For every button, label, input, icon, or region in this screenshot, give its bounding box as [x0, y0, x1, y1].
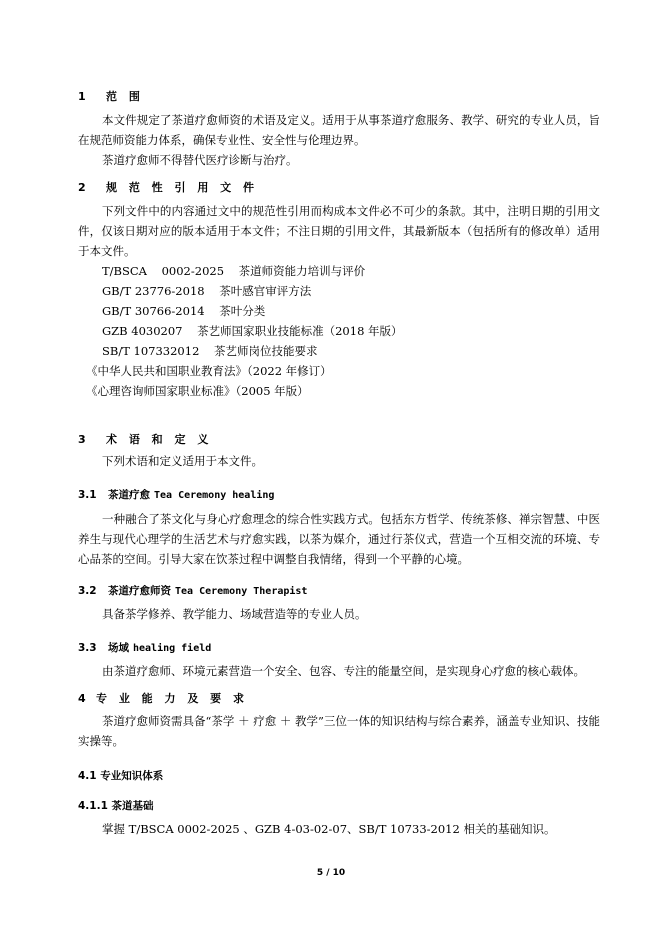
normative-reference: GB/T 23776-2018 茶叶感官审评方法	[102, 284, 312, 298]
section-title: 术 语 和 定 义	[106, 433, 213, 446]
term-3-3-definition: 由茶道疗愈师、环境元素营造一个安全、包容、专注的能量空间，是实现身心疗愈的核心载体。	[102, 664, 585, 678]
section-number: 3	[78, 433, 87, 446]
section-1-heading	[78, 88, 600, 104]
section-title: 规 范 性 引 用 文 件	[106, 181, 258, 194]
term-number: 3.1	[78, 489, 97, 501]
section-3-heading	[78, 431, 600, 447]
term-chinese: 茶道疗愈	[108, 489, 150, 501]
term-3-2-definition: 具备茶学修养、教学能力、场域营造等的专业人员。	[102, 607, 367, 621]
normative-reference: GB/T 30766-2014 茶叶分类	[102, 304, 266, 318]
section-title: 专 业 能 力 及 要 求	[96, 692, 248, 705]
normative-reference: 《心理咨询师国家职业标准》（2005 年版）	[86, 384, 309, 398]
term-3-2-heading	[78, 583, 600, 598]
subsection-4-1-heading: 4.1 专业知识体系	[78, 770, 164, 782]
normative-reference: 《中华人民共和国职业教育法》（2022 年修订）	[86, 364, 332, 378]
section-1-paragraph-2: 茶道疗愈师不得替代医疗诊断与治疗。	[102, 153, 298, 167]
subsection-4-1-1-paragraph: 掌握 T/BSCA 0002-2025 、GZB 4-03-02-07、SB/T 10733-2012 相关的基础知识。	[102, 822, 556, 836]
section-2-paragraph-1: 下列文件中的内容通过文中的规范性引用而构成本文件必不可少的条款。其中，注明日期的引用文件，仅该日期对应的版本适用于本文件；不注日期的引用文件，其最新版本（包括所有的修改单）适用于本文件。	[78, 204, 600, 258]
term-number: 3.2	[78, 585, 97, 597]
subsection-4-1-1-heading: 4.1.1 茶道基础	[78, 800, 154, 812]
term-3-1-definition: 一种融合了茶文化与身心疗愈理念的综合性实践方式。包括东方哲学、传统茶修、禅宗智慧、中医养生与现代心理学的生活艺术与疗愈实践，以茶为媒介，通过行茶仪式，营造一个互相交流的环境、专心品茶的空间。引导大家在饮茶过程中调整自我情绪，得到一个平静的心境。	[78, 512, 600, 566]
section-1-paragraph-1: 本文件规定了茶道疗愈师资的术语及定义。适用于从事茶道疗愈服务、教学、研究的专业人员，旨在规范师资能力体系，确保专业性、安全性与伦理边界。	[78, 113, 600, 147]
section-3-paragraph-1: 下列术语和定义适用于本文件。	[102, 454, 263, 468]
section-title: 范 围	[106, 90, 144, 103]
section-4-heading	[78, 690, 600, 706]
normative-reference: GZB 4030207 茶艺师国家职业技能标准（2018 年版）	[102, 324, 403, 338]
term-chinese: 茶道疗愈师资	[108, 585, 171, 597]
term-number: 3.3	[78, 642, 97, 654]
term-3-3-heading	[78, 640, 600, 655]
term-english: Tea Ceremony Therapist	[175, 586, 308, 597]
term-english: Tea Ceremony healing	[154, 490, 275, 501]
normative-reference: T/BSCA 0002-2025 茶道师资能力培训与评价	[102, 264, 366, 278]
page-number: 5 / 10	[316, 868, 346, 878]
normative-reference: SB/T 107332012 茶艺师岗位技能要求	[102, 344, 318, 358]
section-4-paragraph-1: 茶道疗愈师资需具备“茶学 ＋ 疗愈 ＋ 教学”三位一体的知识结构与综合素养，涵盖专业知识、技能实操等。	[78, 714, 600, 748]
term-chinese: 场域	[108, 642, 129, 654]
section-number: 1	[78, 90, 87, 103]
term-3-1-heading	[78, 487, 600, 502]
term-english: healing field	[133, 643, 212, 654]
section-number: 4	[78, 692, 87, 705]
section-number: 2	[78, 181, 87, 194]
section-2-heading	[78, 179, 600, 195]
